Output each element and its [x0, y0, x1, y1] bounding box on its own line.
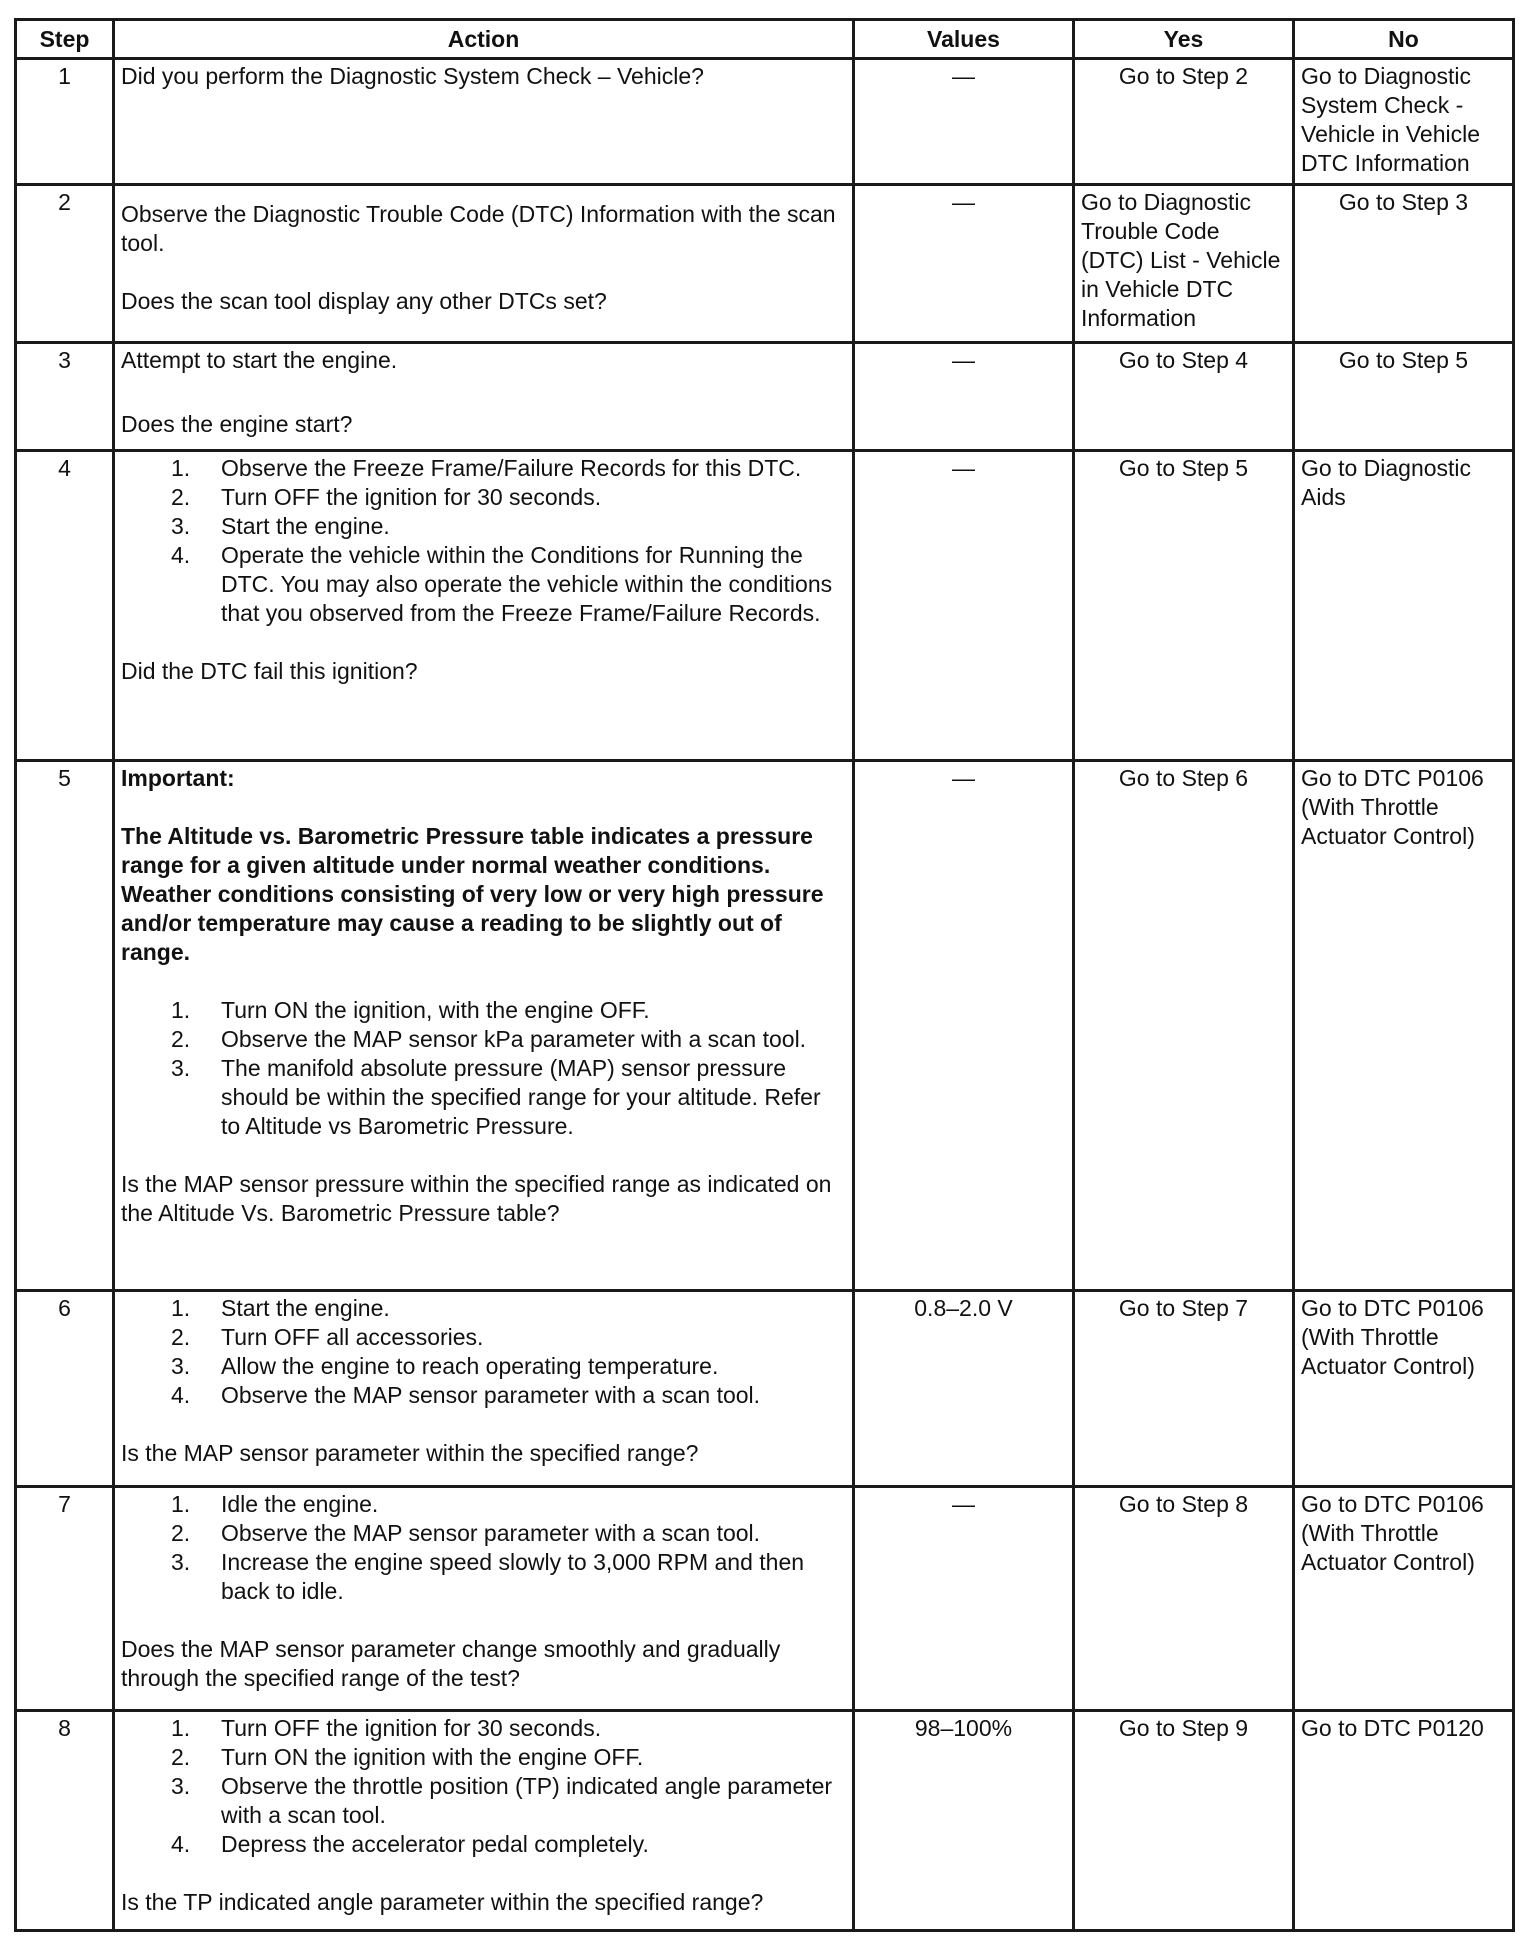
table-row	[16, 185, 1514, 343]
no-link[interactable]: Go to DTC P0106 (With Throttle Actuator Control)	[1294, 1291, 1514, 1487]
action-cell	[114, 761, 854, 1291]
list-item: 4. Operate the vehicle within the Conditions for Running the DTC. You may also operate the vehicle within the conditions that you observed from the Freeze Frame/Failure Records.	[171, 542, 833, 626]
value-cell: —	[854, 761, 1074, 1291]
value-cell: 98–100%	[854, 1711, 1074, 1931]
action-steps	[121, 454, 846, 628]
action-question: Is the TP indicated angle parameter within the specified range?	[121, 1889, 764, 1915]
step-number: 3	[16, 343, 114, 451]
action-steps	[121, 1490, 846, 1606]
action-question: Does the engine start?	[121, 411, 353, 437]
yes-link[interactable]: Go to Step 6	[1074, 761, 1294, 1291]
action-question: Did the DTC fail this ignition?	[121, 658, 418, 684]
yes-link[interactable]: Go to Step 7	[1074, 1291, 1294, 1487]
value-cell: —	[854, 451, 1074, 761]
header-no: No	[1294, 20, 1514, 59]
list-item: 3. The manifold absolute pressure (MAP) sensor pressure should be within the specified range for your altitude. Refer to Altitude vs Barometric Pressure.	[171, 1055, 821, 1139]
header-values: Values	[854, 20, 1074, 59]
yes-link[interactable]: Go to Step 8	[1074, 1487, 1294, 1711]
action-question: Is the MAP sensor parameter within the specified range?	[121, 1440, 699, 1466]
important-label: Important:	[121, 765, 235, 791]
yes-link[interactable]: Go to Step 4	[1074, 343, 1294, 451]
action-cell	[114, 1711, 854, 1931]
yes-link[interactable]: Go to Step 2	[1074, 59, 1294, 185]
list-item: 2. Observe the MAP sensor kPa parameter with a scan tool.	[171, 1026, 807, 1052]
list-item: 2. Turn OFF the ignition for 30 seconds.	[171, 484, 602, 510]
action-question: Does the MAP sensor parameter change smoothly and gradually through the specified range of the test?	[121, 1636, 781, 1691]
step-number: 8	[16, 1711, 114, 1931]
step-number: 6	[16, 1291, 114, 1487]
value-cell: —	[854, 59, 1074, 185]
important-text: The Altitude vs. Barometric Pressure table indicates a pressure range for a given altitude under normal weather conditions. Weather conditions consisting of very low or very high pressure and/or temperature may cause a reading to be slightly out of range.	[121, 823, 824, 965]
action-steps	[121, 996, 846, 1141]
header-row	[16, 20, 1514, 59]
step-number: 1	[16, 59, 114, 185]
list-item: 2. Observe the MAP sensor parameter with a scan tool.	[171, 1520, 761, 1546]
list-item: 2. Turn ON the ignition with the engine OFF.	[171, 1744, 644, 1770]
no-link[interactable]: Go to Step 3	[1294, 185, 1514, 343]
action-text: Did you perform the Diagnostic System Check – Vehicle?	[121, 63, 704, 89]
table-row	[16, 343, 1514, 451]
list-item: 4. Depress the accelerator pedal completely.	[171, 1831, 649, 1857]
action-cell	[114, 451, 854, 761]
no-link[interactable]: Go to Step 5	[1294, 343, 1514, 451]
value-cell: —	[854, 343, 1074, 451]
action-question: Is the MAP sensor pressure within the specified range as indicated on the Altitude Vs. Barometric Pressure table?	[121, 1171, 832, 1226]
table-row	[16, 1291, 1514, 1487]
step-number: 5	[16, 761, 114, 1291]
yes-link[interactable]: Go to Step 9	[1074, 1711, 1294, 1931]
list-item: 3. Start the engine.	[171, 513, 390, 539]
step-number: 7	[16, 1487, 114, 1711]
list-item: 1. Turn OFF the ignition for 30 seconds.	[171, 1715, 602, 1741]
yes-link[interactable]: Go to Step 5	[1074, 451, 1294, 761]
yes-link[interactable]: Go to Diagnostic Trouble Code (DTC) List - Vehicle in Vehicle DTC Information	[1074, 185, 1294, 343]
list-item: 3. Observe the throttle position (TP) indicated angle parameter with a scan tool.	[171, 1773, 833, 1828]
action-text: Observe the Diagnostic Trouble Code (DTC) Information with the scan tool.	[121, 201, 836, 256]
header-step: Step	[16, 20, 114, 59]
header-action: Action	[114, 20, 854, 59]
list-item: 1. Idle the engine.	[171, 1491, 379, 1517]
list-item: 1. Observe the Freeze Frame/Failure Records for this DTC.	[171, 455, 802, 481]
table-row	[16, 761, 1514, 1291]
no-link[interactable]: Go to Diagnostic System Check - Vehicle in Vehicle DTC Information	[1294, 59, 1514, 185]
diagnostic-table	[14, 18, 1515, 1932]
table-row	[16, 451, 1514, 761]
action-steps	[121, 1294, 846, 1410]
list-item: 3. Increase the engine speed slowly to 3,000 RPM and then back to idle.	[171, 1549, 805, 1604]
value-cell: 0.8–2.0 V	[854, 1291, 1074, 1487]
header-yes: Yes	[1074, 20, 1294, 59]
table-row	[16, 1487, 1514, 1711]
action-question: Does the scan tool display any other DTCs set?	[121, 288, 607, 314]
action-cell	[114, 185, 854, 343]
list-item: 1. Start the engine.	[171, 1295, 390, 1321]
table-row	[16, 59, 1514, 185]
action-text: Attempt to start the engine.	[121, 347, 398, 373]
action-cell	[114, 1487, 854, 1711]
list-item: 4. Observe the MAP sensor parameter with a scan tool.	[171, 1382, 761, 1408]
step-number: 4	[16, 451, 114, 761]
value-cell: —	[854, 185, 1074, 343]
diagnostic-table-container	[14, 18, 1515, 1932]
no-link[interactable]: Go to DTC P0120	[1294, 1711, 1514, 1931]
action-cell	[114, 59, 854, 185]
list-item: 1. Turn ON the ignition, with the engine OFF.	[171, 997, 650, 1023]
value-cell: —	[854, 1487, 1074, 1711]
action-cell	[114, 343, 854, 451]
list-item: 3. Allow the engine to reach operating temperature.	[171, 1353, 719, 1379]
table-row	[16, 1711, 1514, 1931]
list-item: 2. Turn OFF all accessories.	[171, 1324, 484, 1350]
no-link[interactable]: Go to DTC P0106 (With Throttle Actuator Control)	[1294, 1487, 1514, 1711]
no-link[interactable]: Go to DTC P0106 (With Throttle Actuator Control)	[1294, 761, 1514, 1291]
no-link[interactable]: Go to Diagnostic Aids	[1294, 451, 1514, 761]
action-cell	[114, 1291, 854, 1487]
step-number: 2	[16, 185, 114, 343]
action-steps	[121, 1714, 846, 1859]
